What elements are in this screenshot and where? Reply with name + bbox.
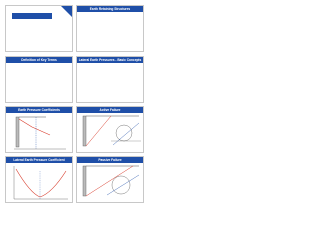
failure-plane [86,166,133,196]
slide-definition-of-key-terms [5,56,73,103]
passive-failure-diagram [77,163,144,203]
envelope-line [113,123,139,145]
slide-heading: Active Failure [77,107,143,113]
slide-heading: Lateral Earth Pressure Coefficient [6,157,72,163]
slide-heading: Earth Retaining Structures [77,6,143,12]
slide-earth-pressure-coefficients [5,106,73,153]
wall-shape [16,117,19,147]
wall-shape [83,166,86,196]
slide-heading: Earth Pressure Coefficients [6,107,72,113]
wall-shape [83,116,86,146]
corner-decoration [61,6,72,17]
slide-title [5,5,73,52]
slide-lateral-earth-pressures [76,56,144,103]
slide-active-failure [76,106,144,153]
mohr-circle [116,125,132,141]
coefficient-diagram [6,163,73,203]
active-failure-diagram [77,113,144,153]
failure-plane [86,116,111,146]
slide-heading: Lateral Earth Pressures - Basic Concepts [78,58,142,62]
pressure-curve [19,119,50,135]
title-banner [12,13,52,19]
slide-heading: Definition of Key Terms [6,57,72,63]
slide-earth-retaining-structures [76,5,144,52]
slide-passive-failure [76,156,144,203]
slide-heading: Passive Failure [77,157,143,163]
bullet-list [77,63,143,64]
bullet-list [77,12,143,13]
mohr-circle [112,176,130,194]
coefficient-curve [16,169,66,197]
earth-pressure-diagram [6,113,73,153]
slide-lateral-earth-pressure-coefficient [5,156,73,203]
bullet-list [6,63,72,64]
